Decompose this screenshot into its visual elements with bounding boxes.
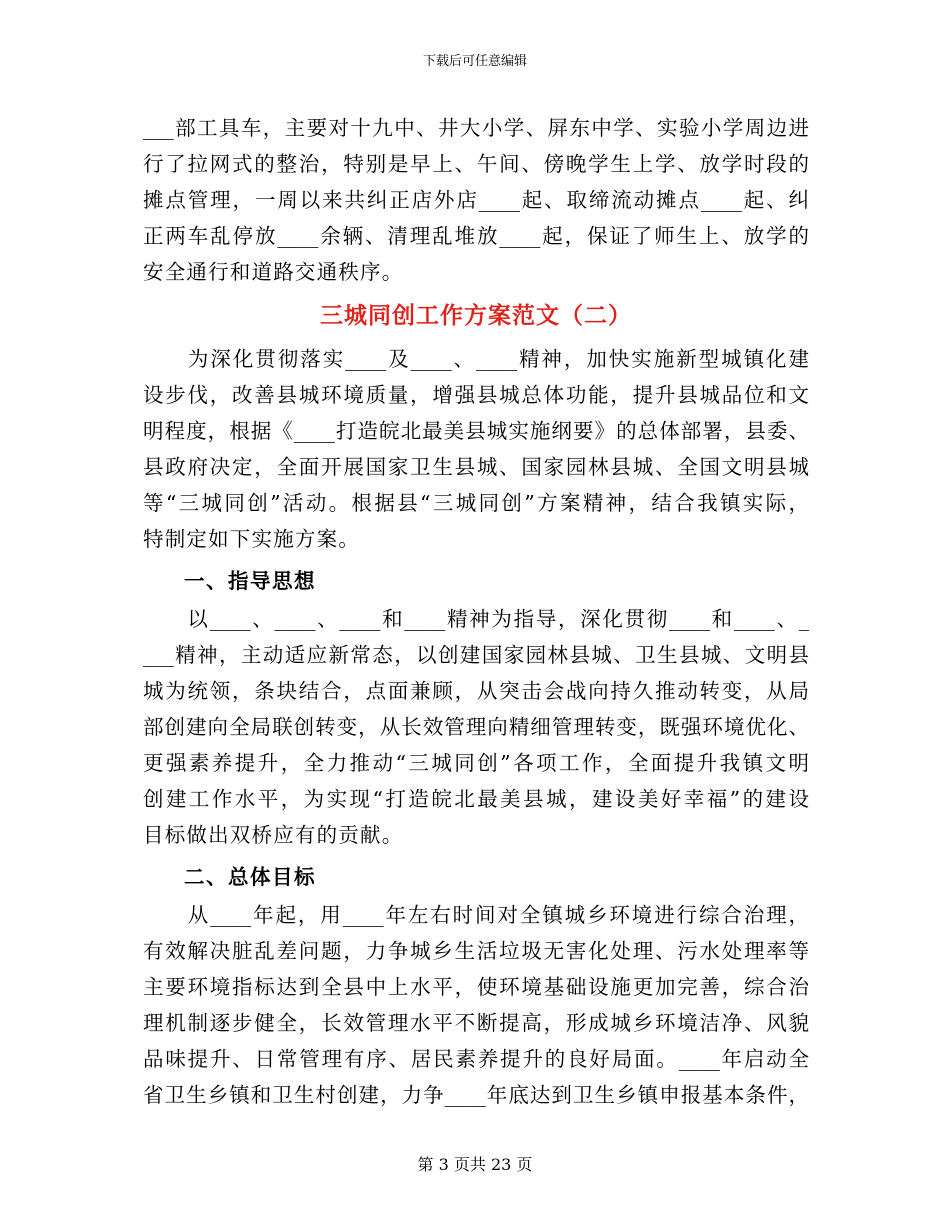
paragraph-guiding-ideology [143,601,809,853]
text-line: 县政府决定，全面开展国家卫生县城、国家园林县城、全国文明县城 [143,455,809,479]
text-line: 品味提升、日常管理有序、居民素养提升的良好局面。____年启动全 [143,1047,809,1071]
text-line: 更强素养提升，全力推动“三城同创”各项工作，全面提升我镇文明 [143,751,809,775]
text-line: ___精神，主动适应新常态，以创建国家园林县城、卫生县城、文明县 [143,643,809,667]
text-line: 行了拉网式的整治，特别是早上、午间、傍晚学生上学、放学时段的 [143,152,809,176]
text-line: 正两车乱停放____余辆、清理乱堆放____起，保证了师生上、放学的 [143,224,809,248]
text-line: 部创建向全局联创转变，从长效管理向精细管理转变，既强环境优化、 [143,715,809,739]
section-heading-overall-goals: 二、总体目标 [184,865,316,889]
document-title: 三城同创工作方案范文（二） [320,302,632,329]
text-line: ___部工具车，主要对十九中、井大小学、屏东中学、实验小学周边进 [143,116,809,140]
text-line: 摊点管理，一周以来共纠正店外店____起、取缔流动摊点____起、纠 [143,188,809,212]
text-line: 安全通行和道路交通秩序。 [143,260,404,284]
text-line: 为深化贯彻落实____及____、____精神，加快实施新型城镇化建 [143,347,809,371]
paragraph-overall-goals [143,897,809,1113]
paragraph-intro [143,341,809,557]
text-line: 有效解决脏乱差问题，力争城乡生活垃圾无害化处理、污水处理率等 [143,939,809,963]
text-line: 特制定如下实施方案。 [143,527,360,551]
text-line: 以____、____、____和____精神为指导，深化贯彻____和____、_ [143,607,809,631]
text-line: 等“三城同创”活动。根据县“三城同创”方案精神，结合我镇实际， [143,491,809,515]
text-line: 省卫生乡镇和卫生村创建，力争____年底达到卫生乡镇申报基本条件， [143,1083,809,1107]
page-footer: 第 3 页共 23 页 [417,1155,533,1174]
section-heading-guiding-ideology: 一、指导思想 [184,569,316,593]
text-line: 目标做出双桥应有的贡献。 [143,823,404,847]
text-line: 设步伐，改善县城环境质量，增强县城总体功能，提升县城品位和文 [143,383,809,407]
text-line: 理机制逐步健全，长效管理水平不断提高，形成城乡环境洁净、风貌 [143,1011,809,1035]
text-line: 从____年起，用____年左右时间对全镇城乡环境进行综合治理， [143,903,809,927]
text-line: 创建工作水平，为实现“打造皖北最美县城，建设美好幸福”的建设 [143,787,809,811]
text-line: 主要环境指标达到全县中上水平，使环境基础设施更加完善，综合治 [143,975,809,999]
document-body [143,110,809,1113]
page-header: 下载后可任意编辑 [422,54,527,69]
paragraph-continuation [143,110,809,290]
text-line: 城为统领，条块结合，点面兼顾，从突击会战向持久推动转变，从局 [143,679,809,703]
text-line: 明程度，根据《____打造皖北最美县城实施纲要》的总体部署，县委、 [143,419,809,443]
